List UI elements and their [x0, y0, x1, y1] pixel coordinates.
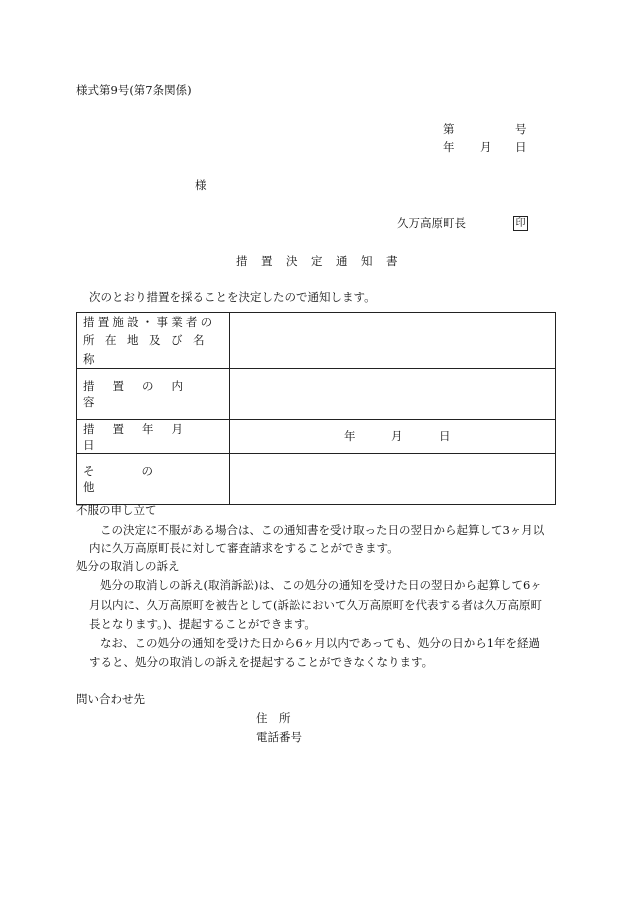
contact-address-label: 住 所	[256, 711, 291, 725]
lawsuit-text-2: 月以内に、久万高原町を被告として(訴訟において久万高原町を代表する者は久万高原町	[89, 598, 542, 612]
intro-text: 次のとおり措置を採ることを決定したので通知します。	[89, 290, 376, 304]
table-label-facility-line1	[83, 313, 223, 331]
seal-mark	[513, 216, 528, 231]
appeal-text-2: 内に久万高原町長に対して審査請求をすることができます。	[89, 541, 399, 555]
table-label-content	[77, 369, 230, 420]
document-title: 措置決定通知書	[236, 254, 411, 268]
date-day: 日	[515, 140, 527, 154]
table-date-year: 年	[344, 429, 356, 444]
appeal-text-1: この決定に不服がある場合は、この通知書を受け取った日の翌日から起算して3ヶ月以	[100, 523, 545, 537]
date-year: 年	[443, 140, 455, 154]
date-month: 月	[480, 140, 492, 154]
contact-heading: 問い合わせ先	[76, 692, 145, 706]
date-label-text: 措置年月日	[83, 421, 201, 452]
lawsuit-heading: 処分の取消しの訴え	[76, 559, 180, 573]
lawsuit-text-1: 処分の取消しの訴え(取消訴訟)は、この処分の通知を受けた日の翌日から起算して6ヶ	[100, 578, 542, 592]
measure-table	[76, 312, 556, 505]
table-label-other	[77, 454, 230, 505]
table-value-other[interactable]	[230, 454, 556, 505]
doc-number-prefix: 第	[443, 122, 455, 136]
other-label-text: その他	[83, 464, 200, 495]
appeal-heading: 不服の申し立て	[76, 503, 157, 517]
table-value-facility[interactable]	[230, 313, 556, 369]
addressee-suffix: 様	[195, 178, 207, 192]
seal-stamp: 印	[513, 216, 528, 231]
table-row	[77, 420, 556, 454]
facility-label-text-1: 措置施設・事業者の	[83, 315, 216, 329]
lawsuit-text-5: すると、処分の取消しの訴えを提起することができなくなります。	[89, 655, 434, 669]
lawsuit-text-3: 長となります。)、提起することができます。	[89, 617, 316, 631]
content-label-text: 措置の内容	[83, 379, 201, 410]
facility-label-text-2: 所在地及び名称	[83, 333, 215, 366]
table-date-day: 日	[439, 429, 451, 444]
table-label-facility-line2	[83, 331, 223, 368]
table-row	[77, 369, 556, 420]
table-row	[77, 313, 556, 369]
table-label-date	[77, 420, 230, 454]
table-value-date[interactable]	[230, 420, 556, 454]
contact-phone-label: 電話番号	[256, 730, 302, 744]
lawsuit-text-4: なお、この処分の通知を受けた日から6ヶ月以内であっても、処分の日から1年を経過	[100, 636, 541, 650]
table-row	[77, 454, 556, 505]
form-code: 様式第9号(第7条関係)	[76, 83, 192, 97]
doc-number-suffix: 号	[515, 122, 527, 136]
issuer: 久万高原町長	[397, 216, 466, 230]
table-label-facility	[77, 313, 230, 369]
table-date-month: 月	[391, 429, 403, 444]
table-value-content[interactable]	[230, 369, 556, 420]
